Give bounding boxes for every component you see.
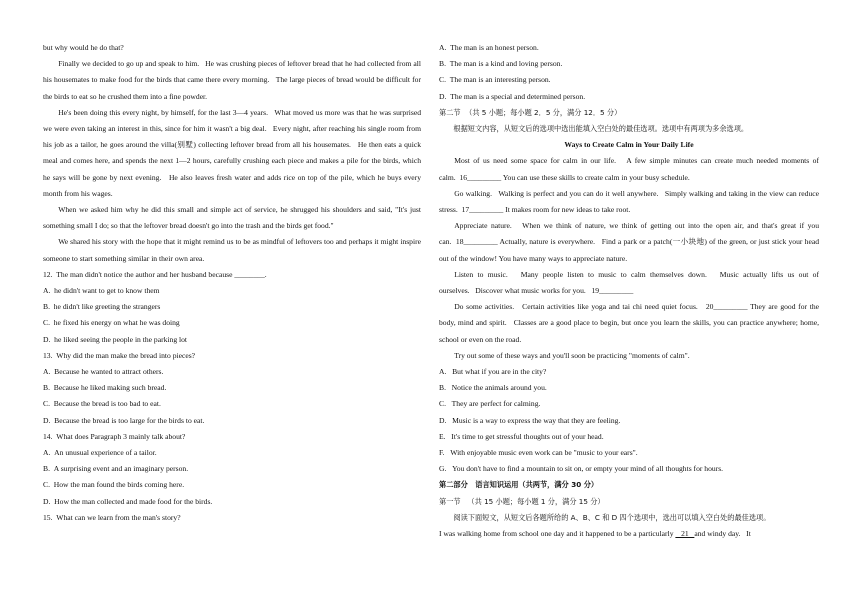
option: C. How the man found the birds coming here. bbox=[43, 480, 185, 490]
option: D. Because the bread is too large for the birds to eat. bbox=[43, 415, 205, 425]
option: A. An unusual experience of a tailor. bbox=[43, 448, 157, 458]
option: B. he didn't like greeting the strangers bbox=[43, 302, 161, 312]
option: B. A surprising event and an imaginary person. bbox=[43, 464, 189, 474]
choice-option: C. They are perfect for calming. bbox=[439, 399, 541, 409]
passage-paragraph: Go walking. Walking is perfect and you can do it well anywhere. Simply walking and taking in the view can reduce stress. 17_________ It makes room for new ideas to take root. bbox=[439, 188, 819, 215]
cloze-blank-21: 21 bbox=[675, 529, 695, 539]
passage-paragraph: Most of us need some space for calm in our life. A few simple minutes can create much needed moments of calm. 16_________ You can use these skills to create calm in your busy schedule. bbox=[439, 156, 819, 182]
option: C. he fixed his energy on what he was doing bbox=[43, 318, 180, 328]
section-heading: 第二节 （共 5 小题；每小题 2．5 分，满分 12．5 分） bbox=[439, 107, 622, 117]
passage-line: but why would he do that? bbox=[43, 43, 124, 52]
passage-paragraph: When we asked him why he did this small and simple act of service, he shrugged his shoulders and said, "It's just something small I do; so that the leftover bread doesn't go into the trash and the birds get food." bbox=[43, 205, 421, 231]
choice-option: F. With enjoyable music even work can be "music to your ears". bbox=[439, 448, 638, 458]
cloze-first-line bbox=[439, 526, 819, 542]
section-heading: 第一节 （共 15 小题；每小题 1 分，满分 15 分） bbox=[439, 496, 605, 506]
option: B. The man is a kind and loving person. bbox=[439, 59, 563, 69]
option: C. Because the bread is too bad to eat. bbox=[43, 399, 161, 409]
choice-option: A. But what if you are in the city? bbox=[439, 367, 547, 377]
option: D. How the man collected and made food for the birds. bbox=[43, 496, 213, 506]
cloze-text: and windy day. It bbox=[694, 529, 751, 539]
passage-title: Ways to Create Calm in Your Daily Life bbox=[564, 140, 694, 150]
passage-paragraph: He's been doing this every night, by himself, for the last 3—4 years. What moved us more was that he was surprised we were even taking an interest in this, since for him it wasn't a big deal. Every night, after reaching his single room from his job as a tailor, he goes around the villa(别墅) collecting leftover bread from all his housemates. He then eats a quick meal and comes here, and spends the next 1—2 hours, carefully crushing each piece and makes a pile for the birds, which he says will be gone by next evening. He also leaves fresh water and adds rice on top of the pile, which he buys every month from his wages. bbox=[43, 107, 421, 198]
question-13: 13. Why did the man make the bread into pieces? bbox=[43, 350, 196, 360]
choice-option: D. Music is a way to express the way that they are feeling. bbox=[439, 415, 621, 425]
option: D. The man is a special and determined person. bbox=[439, 91, 586, 101]
question-12: 12. The man didn't notice the author and her husband because ________. bbox=[43, 269, 267, 279]
right-column bbox=[439, 40, 819, 542]
passage-paragraph: Listen to music. Many people listen to music to calm themselves down. Music actually lifts us out of ourselves. Discover what music works for you. 19_________ bbox=[439, 269, 819, 296]
passage-paragraph: We shared his story with the hope that it might remind us to be as mindful of leftovers too and perhaps it might inspire someone to start something similar in their own area. bbox=[43, 237, 421, 263]
option: D. he liked seeing the people in the parking lot bbox=[43, 334, 188, 344]
passage-paragraph: Appreciate nature. When we think of nature, we think of getting out into the open air, and that's great if you can. 18_________ Actually, nature is everywhere. Find a park or a patch(一小块地) of the green, or just stick your head out of the window! You have many ways to appreciate nature. bbox=[439, 221, 819, 263]
option: A. The man is an honest person. bbox=[439, 43, 539, 52]
part-heading: 第二部分 语言知识运用（共两节，满分 30 分） bbox=[439, 480, 599, 490]
choice-option: E. It's time to get stressful thoughts out of your head. bbox=[439, 431, 604, 441]
passage-paragraph: Try out some of these ways and you'll soon be practicing "moments of calm". bbox=[454, 350, 690, 360]
question-15: 15. What can we learn from the man's story? bbox=[43, 512, 181, 522]
option: B. Because he liked making such bread. bbox=[43, 383, 167, 393]
question-14: 14. What does Paragraph 3 mainly talk about? bbox=[43, 431, 186, 441]
cloze-text: I was walking home from school one day and it happened to be a particularly bbox=[439, 529, 676, 539]
section-instructions: 根据短文内容，从短文后的选项中选出能填入空白处的最佳选项。选项中有两项为多余选项。 bbox=[453, 124, 749, 134]
option: A. he didn't want to get to know them bbox=[43, 286, 160, 296]
left-column bbox=[43, 40, 421, 526]
choice-option: G. You don't have to find a mountain to sit on, or empty your mind of all thoughts for hours. bbox=[439, 464, 724, 474]
passage-paragraph: Finally we decided to go up and speak to him. He was crushing pieces of leftover bread that he had collected from all his housemates to make food for the birds that came there every morning. The large pieces of bread would be difficult for the birds to eat so he crushed them into a fine powder. bbox=[43, 59, 421, 101]
option: A. Because he wanted to attract others. bbox=[43, 367, 164, 377]
option: C. The man is an interesting person. bbox=[439, 75, 551, 85]
section-instructions: 阅读下面短文，从短文后各题所给的 A、B、C 和 D 四个选项中，选出可以填入空白处的最佳选项。 bbox=[453, 512, 771, 522]
passage-paragraph: Do some activities. Certain activities like yoga and tai chi need quiet focus. 20_________ They are good for the body, mind and spirit. Classes are a good place to begin, but once you learn the skills, you can practice anywhere; home, school or even on the road. bbox=[439, 302, 819, 344]
choice-option: B. Notice the animals around you. bbox=[439, 383, 547, 393]
